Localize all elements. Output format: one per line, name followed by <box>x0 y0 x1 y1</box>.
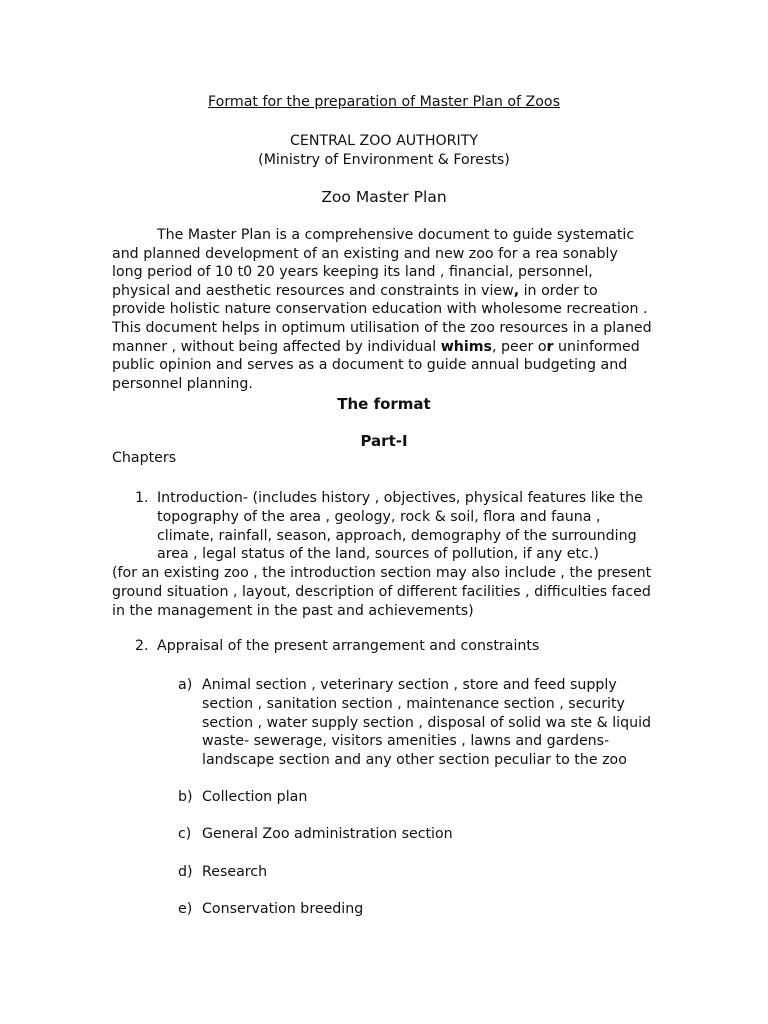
intro-text-3: , peer o <box>492 338 547 355</box>
intro-paragraph <box>112 226 652 393</box>
sub-list-item-label: d) <box>178 864 193 880</box>
sub-list-item-text: Conservation breeding <box>202 901 364 917</box>
list-item <box>135 637 655 656</box>
plan-heading: Zoo Master Plan <box>321 188 447 206</box>
sub-list-item-label: c) <box>178 826 192 842</box>
sub-list-item <box>178 676 660 770</box>
intro-bold-comma: , <box>513 282 520 299</box>
document-title: Format for the preparation of Master Plan of Zoos <box>208 94 560 110</box>
list-item-number: 2. <box>135 638 149 654</box>
ministry-name: (Ministry of Environment & Forests) <box>258 152 510 168</box>
sub-list-item <box>178 825 660 844</box>
sub-list-item-label: e) <box>178 901 193 917</box>
sub-list-item-text: General Zoo administration section <box>202 826 453 842</box>
sub-list-item <box>178 863 660 882</box>
item-note: (for an existing zoo , the introduction section may also include , the present ground situation , layout, description of different facilities , difficulties faced in the management in the past and achievements) <box>112 565 652 619</box>
sub-list-item-text: Animal section , veterinary section , store and feed supply section , sanitation section , maintenance section , security section , water supply section , disposal of solid wa ste & liquid waste- sewerage, visitors amenities , lawns and gardens- landscape section and any other section peculiar to the zoo <box>202 677 652 769</box>
list-item-text: Appraisal of the present arrangement and constraints <box>157 638 540 654</box>
format-heading: The format <box>337 395 431 413</box>
organization-name: CENTRAL ZOO AUTHORITY <box>289 133 479 149</box>
intro-text-1: The Master Plan is a comprehensive document to guide systematic and planned development of an existing and new zoo for a rea sonably long period of 10 t0 20 years keeping its land , financial, personnel, physical and aesthetic resources and constraints in view <box>112 227 635 299</box>
list-item <box>135 489 655 564</box>
part-heading: Part-I <box>360 432 408 450</box>
intro-bold-r: r <box>546 338 554 355</box>
intro-text-2: in order to provide holistic nature conservation education with wholesome recreation . This document helps in optimum utilisation of the zoo resources in a planed manner , without being affected by individual <box>112 282 652 355</box>
organization-block <box>0 132 768 170</box>
sub-list-item-label: b) <box>178 789 193 805</box>
sub-list-item-text: Research <box>202 864 268 880</box>
chapters-label: Chapters <box>112 450 177 466</box>
sub-list-item-text: Collection plan <box>202 789 308 805</box>
sub-list-item <box>178 900 660 919</box>
sub-list-item-label: a) <box>178 677 193 693</box>
intro-bold-whims: whims <box>440 338 493 355</box>
list-item-text: Introduction- (includes history , objectives, physical features like the topography of the area , geology, rock & soil, flora and fauna , climate, rainfall, season, approach, demography of the surrounding area , legal status of the land, sources of pollution, if any etc.) <box>157 490 643 563</box>
list-item-number: 1. <box>135 490 149 506</box>
sub-list-item <box>178 788 660 807</box>
intro-text-4: uninformed public opinion and serves as a document to guide annual budgeting and personnel planning. <box>112 338 640 392</box>
